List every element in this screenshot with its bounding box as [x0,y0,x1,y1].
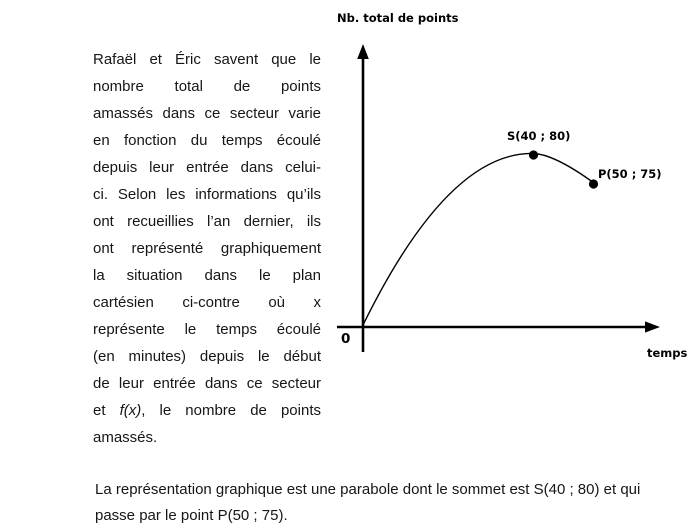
text-line: (en minutes) depuis le début [93,348,321,365]
x-axis-label: temps [647,346,688,360]
y-axis-label: Nb. total de points [337,11,459,25]
text-line: cartésien ci-contre où x [93,294,321,311]
text-line: Rafaël et Éric savent que le [93,51,321,68]
text-line: de leur entrée dans ce secteur [93,375,321,392]
vertex-point-label: S(40 ; 80) [507,129,571,143]
text-line: ont représenté graphiquement [93,240,321,257]
text-line: en fonction du temps écoulé [93,132,321,149]
fx-italic-segment: f(x) [119,402,142,419]
parabola-curve [363,153,594,325]
text-segment: , le nombre de points [141,402,321,419]
text-line: ci. Selon les informations qu’ils [93,186,321,203]
origin-label: 0 [341,331,351,347]
text-line: nombre total de points [93,78,321,95]
p-point-dot [589,179,598,188]
text-line: représente le temps écoulé [93,321,321,338]
conclusion-text [95,477,640,524]
vertex-point-dot [529,150,538,159]
text-line: depuis leur entrée dans celui- [93,159,321,176]
y-axis-arrowhead-icon [357,44,369,59]
conclusion-line: passe par le point P(50 ; 75). [95,506,288,524]
text-segment: et [93,402,106,419]
p-point-label: P(50 ; 75) [598,167,662,181]
text-line: amassés. [93,429,158,446]
x-axis-arrowhead-icon [645,321,660,332]
text-line: amassés dans ce secteur varie [93,105,321,122]
conclusion-line: La représentation graphique est une parabole dont le sommet est S(40 ; 80) et qui [95,481,641,498]
text-line: ont recueillies l’an dernier, ils [93,213,321,230]
text-line: la situation dans le plan [93,267,321,284]
